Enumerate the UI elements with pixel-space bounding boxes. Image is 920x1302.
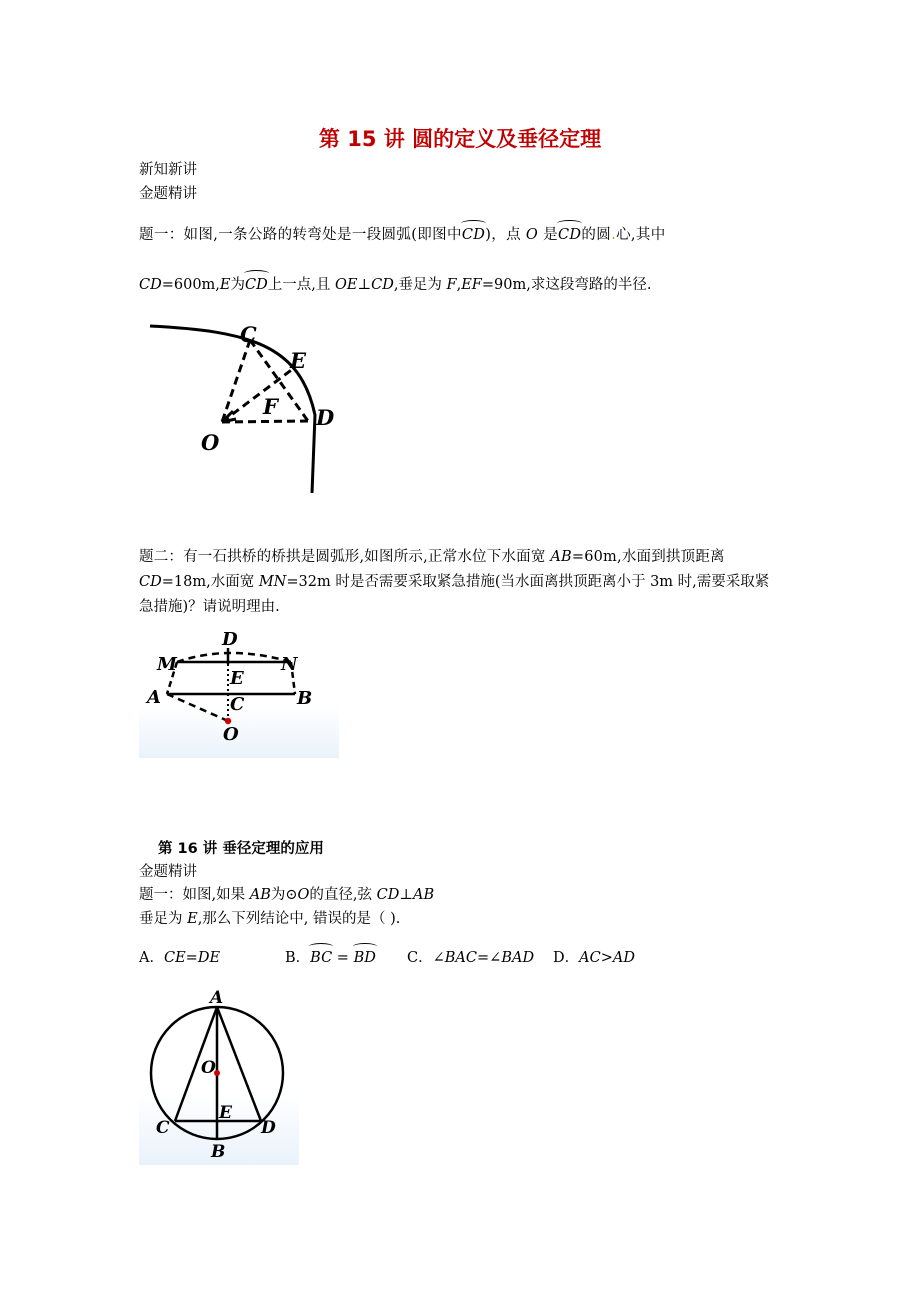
problem-16-1-line-2: 垂足为 E,那么下列结论中, 错误的是（ ).: [139, 911, 401, 927]
label-a: A: [210, 988, 224, 1008]
section-heading-new-knowledge: 新知新讲: [139, 162, 197, 178]
label-d: D: [316, 405, 335, 430]
label-d: D: [222, 629, 238, 650]
option-b: B．BC = BD: [285, 950, 376, 966]
label-e: E: [219, 1103, 232, 1123]
section-heading-gold-problems: 金题精讲: [139, 186, 197, 202]
lecture-16-title: 第 16 讲 垂径定理的应用: [158, 841, 324, 857]
label-c: C: [240, 322, 257, 347]
problem-1-line-1: 题一：如图,一条公路的转弯处是一段圆弧(即图中CD)，点 O 是CD的圆.心,其中: [139, 227, 666, 243]
segment-oa: [167, 694, 228, 721]
label-o: O: [223, 724, 239, 745]
section-heading-gold-problems-16: 金题精讲: [139, 864, 197, 880]
arch-arc: [177, 653, 291, 662]
problem-1-line-2: CD=600m,E为CD上一点,且 OE⊥CD,垂足为 F,EF=90m,求这段弯路的半径.: [139, 277, 652, 293]
arc-bd-notation: BD: [353, 950, 376, 966]
option-c: C．∠BAC=∠BAD: [407, 950, 535, 966]
problem-2-line-3: 急措施)？请说明理由.: [139, 599, 280, 615]
problem-2-line-1: 题二：有一石拱桥的桥拱是圆弧形,如图所示,正常水位下水面宽 AB=60m,水面到拱顶距离: [139, 549, 725, 565]
label-e: E: [230, 668, 244, 689]
label-d: D: [261, 1118, 276, 1138]
figure-circle-chord: [139, 987, 299, 1165]
label-a: A: [147, 687, 161, 708]
option-d: D．AC>AD: [553, 950, 635, 966]
label-m: M: [157, 654, 177, 675]
label-b: B: [297, 688, 313, 709]
option-a: A．CE=DE: [139, 950, 221, 966]
arc-cd-notation: CD: [245, 277, 268, 293]
label-c: C: [156, 1118, 170, 1138]
label-o: O: [201, 1058, 216, 1078]
figure-bridge-arch: [139, 628, 339, 758]
figure-road-curve: [140, 315, 340, 500]
problem-2-line-2: CD=18m,水面宽 MN=32m 时是否需要采取紧急措施(当水面离拱顶距离小于 3m 时,需要采取紧: [139, 574, 770, 590]
segment-od: [222, 421, 308, 422]
label-f: F: [263, 394, 278, 419]
label-o: O: [201, 430, 220, 455]
problem-16-1-line-1: 题一：如图,如果 AB为⊙O的直径,弦 CD⊥AB: [139, 887, 435, 903]
label-n: N: [281, 654, 298, 675]
arc-cd-notation: CD: [557, 227, 582, 243]
arc-cd-notation: CD: [461, 227, 486, 243]
label-e: E: [290, 348, 307, 373]
label-b: B: [211, 1142, 226, 1162]
lecture-15-title: 第 15 讲 圆的定义及垂径定理: [318, 127, 602, 151]
label-c: C: [230, 694, 245, 715]
arc-bc-notation: BC: [310, 950, 333, 966]
